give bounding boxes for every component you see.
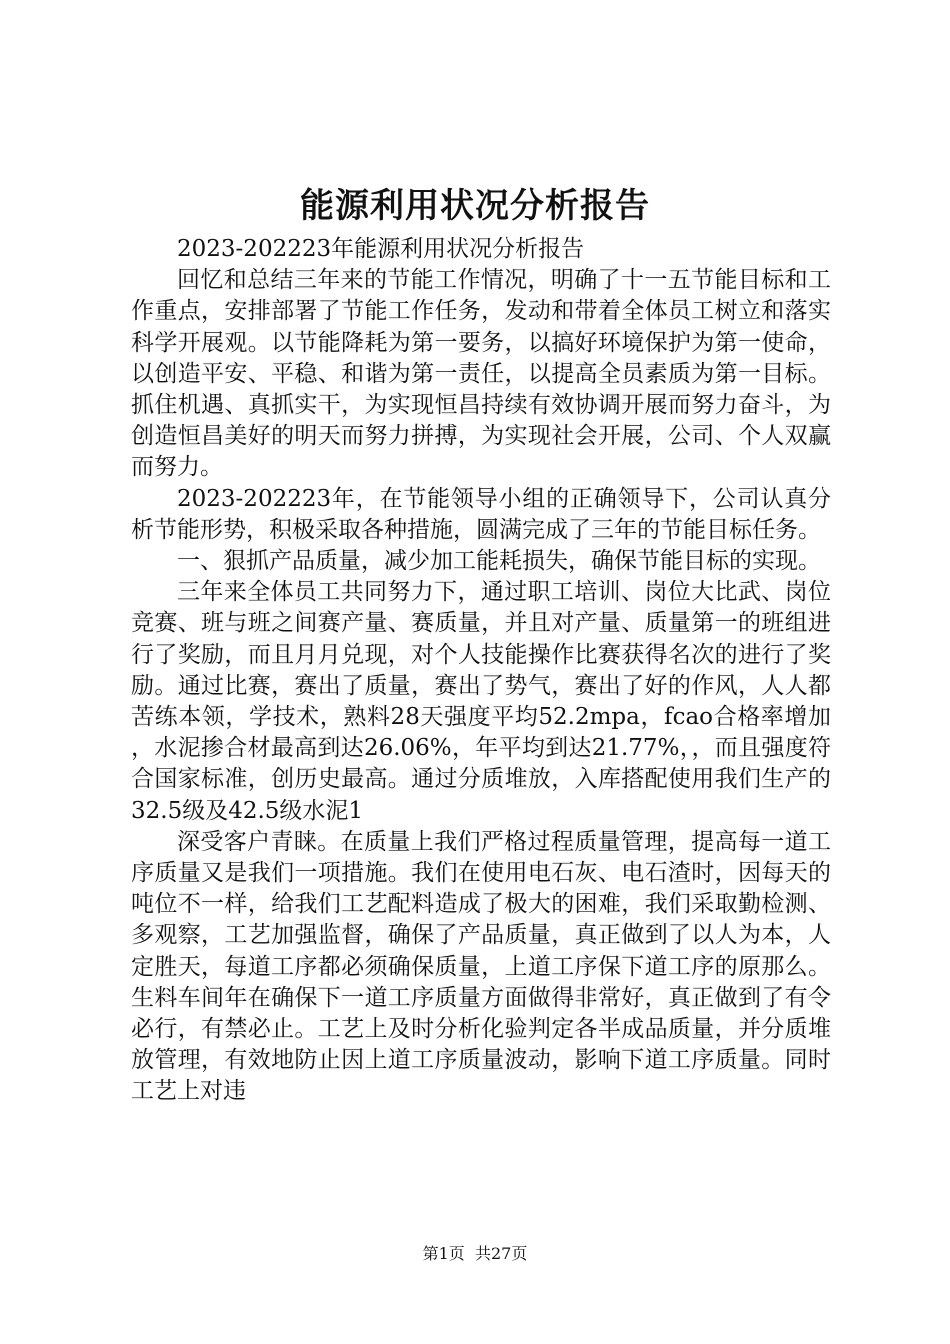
- paragraph-intro: 回忆和总结三年来的节能工作情况，明确了十一五节能目标和工作重点，安排部署了节能工作任务，发动和带着全体员工树立和落实科学开展观。以节能降耗为第一要务，以搞好环境保护为第一使命，以创造平安、平稳、和谐为第一责任，以提高全员素质为第一目标。抓住机遇、真抓实干，为实现恒昌持续有效协调开展而努力奋斗，为创造恒昌美好的明天而努力拼搏，为实现社会开展，公司、个人双赢而努力。: [131, 267, 831, 481]
- paragraph-quality: 三年来全体员工共同努力下，通过职工培训、岗位大比武、岗位竞赛、班与班之间赛产量、赛质量，并且对产量、质量第一的班组进行了奖励，而且月月兑现，对个人技能操作比赛获得名次的进行了奖励。通过比赛，赛出了质量，赛出了势气，赛出了好的作风，人人都苦练本领，学技术，熟料28天强度平均52.2mpa，fcao合格率增加，水泥掺合材最高到达26.06%，年平均到达21.77%，，而且强度符合国家标准，创历史最高。通过分质堆放，入库搭配使用我们生产的32.5级及42.5级水泥1: [131, 579, 831, 824]
- paragraph-summary: 2023-202223年，在节能领导小组的正确领导下，公司认真分析节能形势，积极采取各种措施，圆满完成了三年的节能目标任务。: [131, 485, 831, 543]
- document-title: 能源利用状况分析报告: [300, 186, 650, 226]
- paragraph-subtitle: 2023-202223年能源利用状况分析报告: [177, 236, 585, 262]
- paragraph-process: 深受客户青睐。在质量上我们严格过程质量管理，提高每一道工序质量又是我们一项措施。我们在使用电石灰、电石渣时，因每天的吨位不一样，给我们工艺配料造成了极大的困难，我们采取勤检测、多观察，工艺加强监督，确保了产品质量，真正做到了以人为本，人定胜天，每道工序都必须确保质量，上道工序保下道工序的原那么。生料车间年在确保下一道工序质量方面做得非常好，真正做到了有令必行，有禁必止。工艺上及时分析化验判定各半成品质量，并分质堆放管理，有效地防止因上道工序质量波动，影响下道工序质量。同时工艺上对违: [131, 828, 831, 1105]
- section-heading-1: 一、狠抓产品质量，减少加工能耗损失，确保节能目标的实现。: [177, 548, 821, 575]
- document-body: [131, 234, 831, 1108]
- page-footer: [0, 1243, 950, 1265]
- page-total: 共27页: [474, 1244, 528, 1263]
- page-number: 第1页: [422, 1244, 465, 1263]
